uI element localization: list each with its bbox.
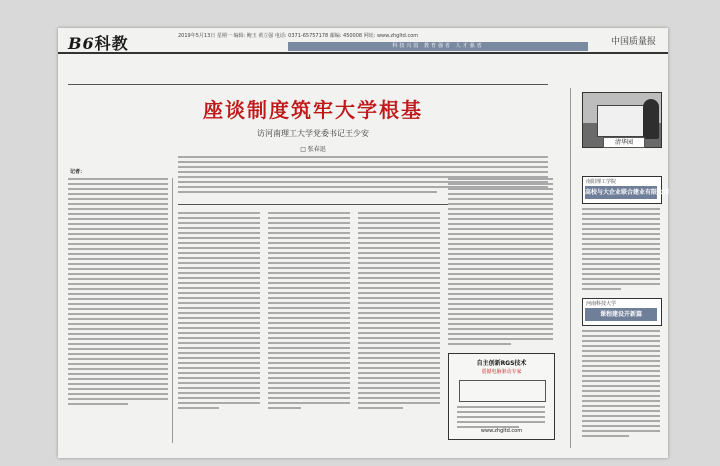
newspaper-page [58,28,668,458]
ad-title: 自主创新RGS技术 [476,360,527,367]
body-column [448,178,553,348]
sidebar-text [582,208,660,293]
advertisement [448,353,555,440]
sidebar-kicker: 河南科技大学 [586,301,617,307]
section-name: 科教 [94,34,129,53]
ad-url: www.zhgltd.com [480,428,523,434]
sidebar-headline-box [582,298,662,326]
body-column [68,178,168,408]
body-column [268,212,350,412]
masthead-info: 2019年5月13日 星期一 编辑: 鲍玉 黄立强 电话: 0371-65757178 邮编: 450008 网址: www.zhgltd.com [178,33,419,39]
photo-caption: 清华园 [603,137,645,148]
byline: □ 张春迅 [300,146,326,153]
column-rule [570,88,571,448]
sidebar-title: 高校与大企业联合建业有限公司 [585,186,657,199]
sidebar [578,88,670,448]
headline: 座谈制度筑牢大学根基 [203,98,423,122]
section-header [68,31,129,54]
ad-image [459,380,546,402]
column-rule [172,178,173,443]
qa-label: 记者： [70,169,86,175]
sidebar-title: 课程建设开新篇 [585,308,657,321]
newspaper-brand: 中国质量报 [610,37,656,47]
ad-subtitle: 震撼电脑驱动专家 [481,369,522,375]
sidebar-text [582,330,660,440]
sidebar-kicker: 南阳理工学院 [586,179,617,185]
sidebar-headline-box [582,176,670,204]
subheadline: 访河南理工大学党委书记王少安 [257,129,369,138]
divider [68,84,548,85]
campus-photo [582,92,662,148]
section-number: B6 [68,34,95,53]
body-column [358,212,440,412]
body-column [178,212,260,412]
masthead-band: 科技兴国 教育强省 人才强省 [288,42,588,51]
